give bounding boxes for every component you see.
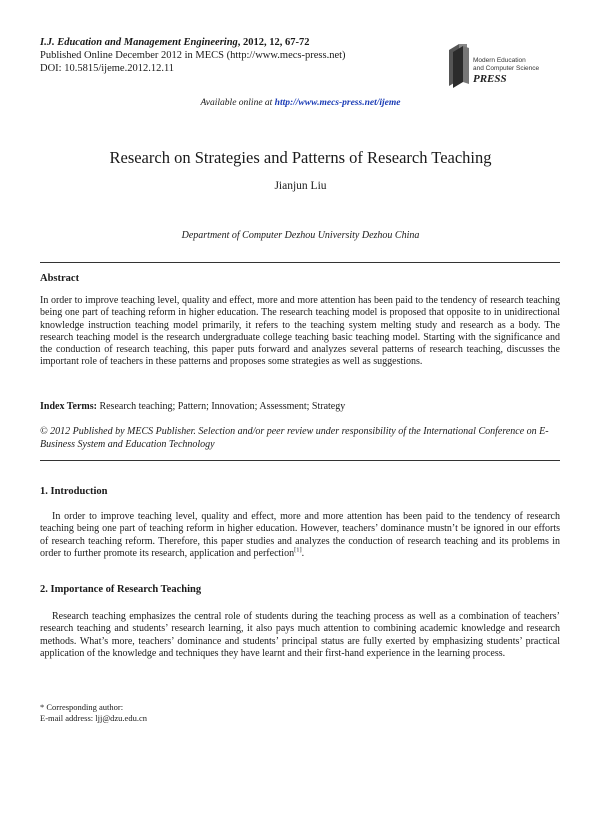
affiliation: Department of Computer Dezhou University Dezhou China (181, 230, 420, 241)
footnote (40, 702, 147, 724)
paper-title: Research on Strategies and Patterns of Research Teaching (109, 148, 492, 167)
index-terms (40, 401, 560, 413)
index-terms-label: Index Terms: (40, 401, 97, 412)
journal-info (40, 36, 346, 75)
abstract-text: In order to improve teaching level, quality and effect, more and more attention has been paid to the tendency of research teaching being one part of teaching reform in higher education. The research teaching model is proposed that opposite to in unidirectional knowledge instruction teaching model primarily, it refers to the teaching system melting study and research as a body. The research teaching model is the research undergraduate college teaching basic teaching model. Starting with the significance and the conduction of research teaching, this paper puts forward and analyzes several patterns of research teaching, discusses the important role of teachers in these patterns and proposes some strategies as well as suggestions. (40, 295, 560, 368)
journal-url-link[interactable]: http://www.mecs-press.net/ijeme (274, 98, 401, 108)
section-1-heading: 1. Introduction (40, 486, 108, 497)
mecs-press-logo (445, 40, 555, 90)
doi-line: DOI: 10.5815/ijeme.2012.12.11 (40, 63, 175, 74)
section-2-heading: 2. Importance of Research Teaching (40, 584, 202, 595)
available-prefix: Available online at (200, 98, 275, 108)
journal-issue: , 2012, 12, 67-72 (237, 37, 310, 48)
journal-title: I.J. Education and Management Engineering (40, 37, 238, 48)
logo-text-1: Modern Education (473, 57, 526, 64)
published-line: Published Online December 2012 in MECS (http://www.mecs-press.net) (40, 50, 346, 61)
citation-ref: [1] (294, 546, 302, 554)
footnote-line-1: * Corresponding author: (40, 702, 124, 712)
section-1-body: In order to improve teaching level, quality and effect, more and more attention has been paid to the tendency of research teaching being one part of teaching reform in higher education. However, teachers’ dominance mustn’t be ignored in our efforts of research teaching reform. Therefore, this paper studies and analyzes the conduction of research teaching and its problems in order to further promote its research, application and perfection (40, 511, 560, 559)
bottom-divider (40, 460, 560, 461)
book-icon (449, 44, 469, 88)
copyright-notice: © 2012 Published by MECS Publisher. Selection and/or peer review under responsibility of the International Conference on E-Business System and Education Technology (40, 426, 549, 450)
index-terms-values: Research teaching; Pattern; Innovation; Assessment; Strategy (96, 401, 346, 412)
abstract-heading: Abstract (40, 273, 80, 284)
top-divider (40, 262, 560, 263)
journal-citation (40, 36, 346, 49)
logo-text-2: and Computer Science (473, 65, 540, 72)
section-2-text: Research teaching emphasizes the central role of students during the teaching process as well as a combination of teachers’ research teaching and students’ research learning, it also pays much attention to combining academic knowledge and research methods. What’s more, teachers’ dominance and students’ principal status are fully exerted by emphasizing students’ practical application of the knowledge and techniques they have learnt and their first-hand experience in the learning process. (40, 611, 560, 659)
section-1-text (40, 511, 560, 560)
available-online (0, 98, 601, 108)
section-1-tail: . (301, 547, 305, 559)
author-name: Jianjun Liu (274, 180, 327, 192)
footnote-email: E-mail address: ljj@dzu.edu.cn (40, 713, 147, 723)
logo-press: PRESS (473, 73, 507, 85)
